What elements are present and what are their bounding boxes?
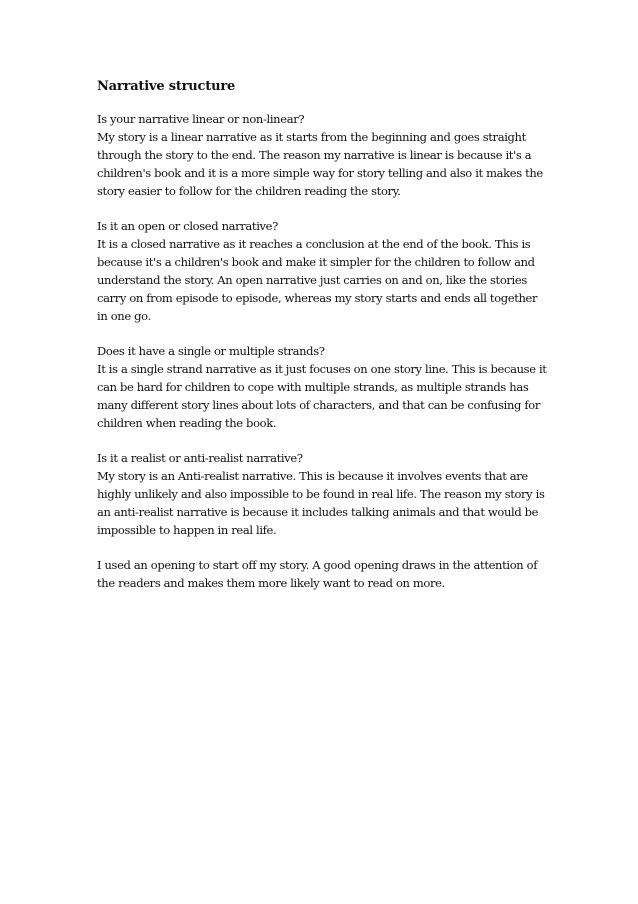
section-realism bbox=[97, 449, 549, 539]
section-answer: It is a single strand narrative as it just focuses on one story line. This is because it can be hard for children to cope with multiple strands, as multiple strands has many different story lines about lots of characters, and that can be confusing for children when reading the book. bbox=[97, 362, 547, 430]
section-question: Is your narrative linear or non-linear? bbox=[97, 112, 305, 126]
section-answer: My story is an Anti-realist narrative. This is because it involves events that are highly unlikely and also impossible to be found in real life. The reason my story is an anti-realist narrative is because it includes talking animals and that would be impossible to happen in real life. bbox=[97, 469, 545, 537]
section-answer: It is a closed narrative as it reaches a conclusion at the end of the book. This is because it's a children's book and make it simpler for the children to follow and understand the story. An open narrative just carries on and on, like the stories carry on from episode to episode, whereas my story starts and ends all together in one go. bbox=[97, 237, 538, 323]
section-strands bbox=[97, 342, 549, 432]
section-question: Does it have a single or multiple strands? bbox=[97, 344, 325, 358]
section-question: Is it an open or closed narrative? bbox=[97, 219, 278, 233]
section-question: Is it a realist or anti-realist narrative? bbox=[97, 451, 303, 465]
document-page bbox=[97, 78, 549, 609]
section-answer: I used an opening to start off my story. A good opening draws in the attention of the readers and makes them more likely want to read on more. bbox=[97, 558, 538, 590]
document-title: Narrative structure bbox=[97, 79, 236, 94]
section-open-closed bbox=[97, 217, 549, 325]
section-linearity bbox=[97, 110, 549, 200]
section-answer: My story is a linear narrative as it starts from the beginning and goes straight through the story to the end. The reason my narrative is linear is because it's a children's book and it is a more simple way for story telling and also it makes the story easier to follow for the children reading the story. bbox=[97, 130, 543, 198]
section-opening bbox=[97, 556, 549, 592]
